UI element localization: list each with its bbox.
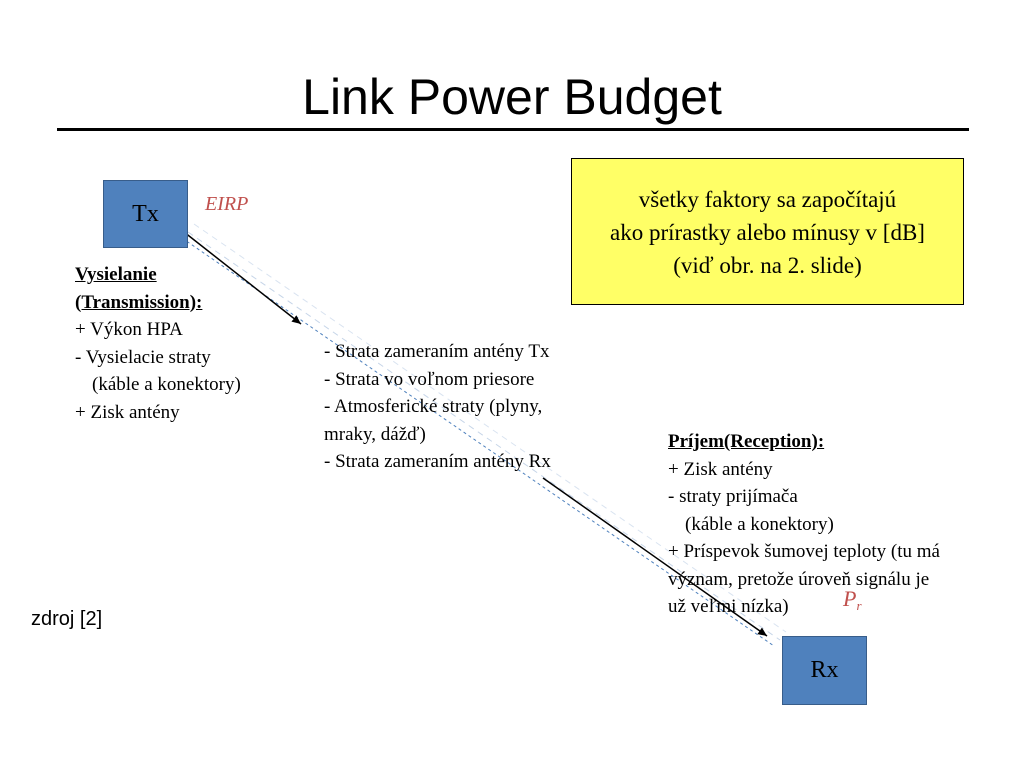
reception-block xyxy=(668,428,1024,621)
rx-node xyxy=(782,636,867,705)
note-line: všetky faktory sa započítajú xyxy=(638,187,897,212)
source-citation: zdroj [2] xyxy=(31,608,103,630)
list-item: + Výkon HPA xyxy=(75,319,183,340)
transmission-heading: Vysielanie xyxy=(75,264,157,285)
eirp-label: EIRP xyxy=(205,193,249,215)
list-item: - Strata vo voľnom priesore xyxy=(324,368,535,390)
list-item: už veľmi nízka) xyxy=(668,596,789,617)
list-item: mraky, dážď) xyxy=(324,423,426,445)
page-title: Link Power Budget xyxy=(302,69,722,125)
list-item: - Strata zameraním antény Rx xyxy=(324,451,551,472)
rx-label: Rx xyxy=(810,657,839,683)
list-item: + Zisk antény xyxy=(75,401,180,423)
tx-node xyxy=(103,180,188,248)
list-item: + Zisk antény xyxy=(668,458,773,480)
tx-label: Tx xyxy=(132,200,159,227)
note-line: (viď obr. na 2. slide) xyxy=(673,253,862,278)
pr-label-main: P xyxy=(843,586,857,611)
list-item: (káble a konektory) xyxy=(685,513,834,535)
list-item: + Príspevok šumovej teploty (tu má xyxy=(668,541,940,562)
path-losses-block xyxy=(324,338,614,476)
pr-label-sub: r xyxy=(856,598,862,613)
list-item: význam, pretože úroveň signálu je xyxy=(668,568,930,590)
list-item: (káble a konektory) xyxy=(92,374,241,395)
list-item: - straty prijímača xyxy=(668,486,798,507)
note-line: ako prírastky alebo mínusy v [dB] xyxy=(610,220,925,245)
reception-heading: Príjem(Reception): xyxy=(668,431,825,452)
transmission-heading: (Transmission): xyxy=(75,291,203,313)
list-item: - Atmosferické straty (plyny, xyxy=(324,396,543,417)
transmission-block xyxy=(75,261,241,426)
list-item: - Vysielacie straty xyxy=(75,346,211,368)
db-note-box xyxy=(571,158,964,305)
list-item: - Strata zameraním antény Tx xyxy=(324,341,550,362)
